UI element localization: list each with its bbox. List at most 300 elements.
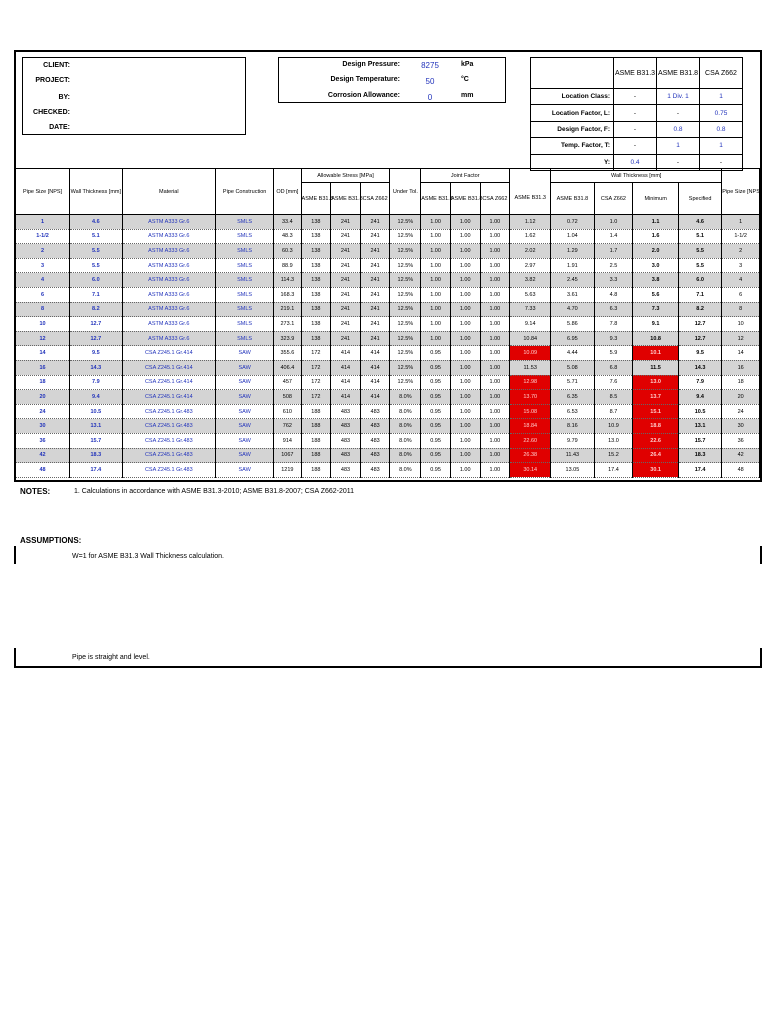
table-cell[interactable]: 2 (16, 244, 70, 259)
table-cell: 6.0 (678, 273, 721, 288)
table-cell[interactable]: SMLS (216, 273, 274, 288)
table-cell: 0.95 (421, 346, 451, 361)
table-cell[interactable]: ASTM A333 Gr.6 (122, 317, 216, 332)
table-cell: 355.6 (274, 346, 301, 361)
table-cell: 15.7 (678, 433, 721, 448)
table-cell: 18.3 (678, 448, 721, 463)
table-cell[interactable]: 14 (16, 346, 70, 361)
factor-value[interactable]: - (614, 138, 657, 154)
table-cell: 1.00 (450, 433, 480, 448)
table-cell: 414 (360, 360, 390, 375)
table-cell: 241 (360, 331, 390, 346)
table-cell: 1.00 (480, 244, 510, 259)
table-cell[interactable]: 10.5 (70, 404, 122, 419)
table-cell: 9.1 (633, 317, 679, 332)
table-cell: 1 (722, 215, 760, 230)
table-cell[interactable]: ASTM A333 Gr.6 (122, 229, 216, 244)
factor-row (531, 138, 743, 154)
table-cell: 188 (301, 463, 331, 478)
table-cell: 241 (360, 302, 390, 317)
table-cell: 483 (331, 404, 361, 419)
table-cell[interactable]: 36 (16, 433, 70, 448)
table-cell[interactable]: 30 (16, 419, 70, 434)
table-cell: 13.70 (510, 390, 551, 405)
table-cell: 13.0 (633, 375, 679, 390)
table-cell: 8.0% (390, 390, 421, 405)
table-cell[interactable]: CSA Z245.1 Gr.414 (122, 360, 216, 375)
factor-value[interactable]: 1 (700, 138, 743, 154)
table-cell[interactable]: SMLS (216, 317, 274, 332)
table-cell: 7.33 (510, 302, 551, 317)
table-cell: 188 (301, 419, 331, 434)
table-cell: 22.6 (633, 433, 679, 448)
table-cell: 483 (360, 448, 390, 463)
table-cell[interactable]: 15.7 (70, 433, 122, 448)
table-cell: 48.3 (274, 229, 301, 244)
table-cell: 3.8 (633, 273, 679, 288)
assumptions-left-border-bottom (14, 648, 16, 668)
table-cell: 1.91 (551, 258, 594, 273)
table-cell: 1.00 (480, 419, 510, 434)
table-cell: 1.00 (421, 317, 451, 332)
table-cell: 138 (301, 331, 331, 346)
table-cell: 138 (301, 258, 331, 273)
design-pressure-unit: kPa (461, 61, 474, 68)
assumptions-right-border-bottom (760, 648, 762, 668)
table-cell[interactable]: 18 (16, 375, 70, 390)
table-cell: 1.00 (450, 360, 480, 375)
table-cell: 172 (301, 346, 331, 361)
design-temperature-value[interactable]: 50 (425, 77, 435, 86)
table-cell: 168.3 (274, 287, 301, 302)
table-cell[interactable]: ASTM A333 Gr.6 (122, 287, 216, 302)
table-cell: 1.00 (450, 346, 480, 361)
table-cell[interactable]: SMLS (216, 229, 274, 244)
table-cell: 0.95 (421, 463, 451, 478)
table-cell: 7.6 (594, 375, 633, 390)
table-cell[interactable]: 12.7 (70, 331, 122, 346)
table-cell: 1-1/2 (722, 229, 760, 244)
corrosion-allowance-unit: mm (461, 92, 474, 99)
table-cell: 30.14 (510, 463, 551, 478)
table-cell: 0.95 (421, 448, 451, 463)
table-cell[interactable]: SAW (216, 360, 274, 375)
factor-label: Y: (531, 154, 614, 170)
table-cell: 17.4 (594, 463, 633, 478)
factor-value[interactable]: - (657, 154, 700, 170)
table-cell: 18 (722, 375, 760, 390)
table-cell: 414 (331, 360, 361, 375)
table-cell[interactable]: ASTM A333 Gr.6 (122, 258, 216, 273)
table-row (16, 463, 760, 478)
pipe-table (16, 168, 760, 478)
table-cell[interactable]: SMLS (216, 287, 274, 302)
factor-header-b313: ASME B31.3 (614, 58, 657, 89)
corrosion-allowance-value[interactable]: 0 (427, 93, 433, 102)
table-cell[interactable]: 9.5 (70, 346, 122, 361)
table-cell: 1.00 (480, 433, 510, 448)
table-cell[interactable]: SMLS (216, 331, 274, 346)
table-cell[interactable]: SAW (216, 433, 274, 448)
table-cell: 414 (360, 375, 390, 390)
table-cell: 1.00 (450, 215, 480, 230)
factor-row (531, 105, 743, 121)
table-cell: 1.00 (421, 302, 451, 317)
table-cell[interactable]: 8 (16, 302, 70, 317)
assumptions-bottom-border (14, 666, 762, 668)
table-cell[interactable]: 1 (16, 215, 70, 230)
table-cell: 10.8 (633, 331, 679, 346)
table-cell: 1.00 (450, 244, 480, 259)
table-cell: 12.5% (390, 360, 421, 375)
assumptions-left-border-top (14, 546, 16, 564)
table-cell: 5.1 (678, 229, 721, 244)
table-cell[interactable]: ASTM A333 Gr.6 (122, 244, 216, 259)
table-cell: 4.6 (678, 215, 721, 230)
table-cell: 1.00 (480, 302, 510, 317)
table-cell: 12.5% (390, 331, 421, 346)
assumptions-title: ASSUMPTIONS: (20, 536, 82, 545)
table-cell: 4.70 (551, 302, 594, 317)
table-cell: 241 (360, 317, 390, 332)
table-cell[interactable]: 16 (16, 360, 70, 375)
table-cell: 2.45 (551, 273, 594, 288)
th-wt-b318: ASME B31.8 (551, 183, 594, 215)
table-cell[interactable]: SAW (216, 375, 274, 390)
table-cell: 12.5% (390, 375, 421, 390)
table-cell: 30.1 (633, 463, 679, 478)
th-material: Material (122, 169, 216, 215)
table-cell[interactable]: 18.3 (70, 448, 122, 463)
table-cell: 188 (301, 433, 331, 448)
factor-value[interactable]: 0.8 (657, 121, 700, 137)
table-row (16, 360, 760, 375)
factor-value[interactable]: - (614, 121, 657, 137)
table-cell: 241 (360, 215, 390, 230)
corrosion-allowance-label: Corrosion Allowance: (327, 92, 400, 99)
table-cell[interactable]: SAW (216, 419, 274, 434)
table-cell[interactable]: 24 (16, 404, 70, 419)
table-cell: 4 (722, 273, 760, 288)
table-cell: 1.00 (480, 215, 510, 230)
table-cell[interactable]: CSA Z245.1 Gr.483 (122, 433, 216, 448)
table-cell[interactable]: 3 (16, 258, 70, 273)
th-joint-factor-group: Joint Factor (421, 169, 510, 183)
table-cell: 2.97 (510, 258, 551, 273)
table-cell: 12.7 (678, 317, 721, 332)
table-cell: 12.5% (390, 287, 421, 302)
table-cell: 483 (360, 463, 390, 478)
table-cell: 11.5 (633, 360, 679, 375)
table-cell[interactable]: SAW (216, 463, 274, 478)
table-cell: 1.00 (421, 258, 451, 273)
table-cell[interactable]: 42 (16, 448, 70, 463)
table-cell: 1.6 (633, 229, 679, 244)
table-cell: 138 (301, 287, 331, 302)
th-jf-b318: ASME B31.8 (450, 183, 480, 215)
table-cell: 414 (331, 375, 361, 390)
table-cell: 188 (301, 448, 331, 463)
table-cell: 18.8 (633, 419, 679, 434)
table-cell: 508 (274, 390, 301, 405)
table-cell[interactable]: CSA Z245.1 Gr.483 (122, 419, 216, 434)
table-cell[interactable]: ASTM A333 Gr.6 (122, 331, 216, 346)
table-cell: 2.5 (594, 258, 633, 273)
table-cell[interactable]: 5.5 (70, 258, 122, 273)
table-cell[interactable]: CSA Z245.1 Gr.483 (122, 463, 216, 478)
table-cell: 1.00 (450, 287, 480, 302)
table-cell: 13.05 (551, 463, 594, 478)
table-cell: 12 (722, 331, 760, 346)
table-cell: 1.0 (594, 215, 633, 230)
table-cell: 1.00 (480, 375, 510, 390)
table-cell: 138 (301, 302, 331, 317)
table-cell: 114.3 (274, 273, 301, 288)
table-cell[interactable]: 13.1 (70, 419, 122, 434)
factor-label: Location Factor, L: (531, 105, 614, 121)
design-temperature-label: Design Temperature: (330, 76, 400, 83)
table-cell[interactable]: CSA Z245.1 Gr.414 (122, 375, 216, 390)
table-cell[interactable]: SAW (216, 390, 274, 405)
table-cell: 1.00 (480, 287, 510, 302)
table-cell: 1.00 (480, 346, 510, 361)
notes-text: 1. Calculations in accordance with ASME B31.3-2010; ASME B31.8-2007; CSA Z662-2011 (74, 488, 355, 495)
table-cell: 241 (331, 244, 361, 259)
factor-header-b318: ASME B31.8 (657, 58, 700, 89)
table-cell: 10.84 (510, 331, 551, 346)
table-cell: 1.00 (421, 229, 451, 244)
table-cell[interactable]: SAW (216, 404, 274, 419)
table-cell: 241 (331, 258, 361, 273)
table-cell: 12.98 (510, 375, 551, 390)
table-cell: 241 (331, 302, 361, 317)
table-cell[interactable]: SAW (216, 448, 274, 463)
table-cell: 483 (331, 433, 361, 448)
table-cell: 10.9 (594, 419, 633, 434)
table-cell: 11.43 (551, 448, 594, 463)
table-cell: 12.7 (678, 331, 721, 346)
table-cell: 5.71 (551, 375, 594, 390)
th-wall-thickness: Wall Thickness [mm] (70, 169, 122, 215)
table-cell: 241 (360, 229, 390, 244)
table-cell: 1.00 (480, 448, 510, 463)
table-cell: 30 (722, 419, 760, 434)
table-cell: 1.00 (480, 258, 510, 273)
table-cell: 18.84 (510, 419, 551, 434)
table-cell: 2.02 (510, 244, 551, 259)
table-cell: 11.53 (510, 360, 551, 375)
table-cell: 1.00 (450, 273, 480, 288)
table-row (16, 433, 760, 448)
table-cell: 8.0% (390, 463, 421, 478)
table-cell: 414 (360, 346, 390, 361)
table-cell: 0.95 (421, 390, 451, 405)
factor-value[interactable]: 1 (657, 138, 700, 154)
table-cell[interactable]: 6 (16, 287, 70, 302)
table-cell: 5.5 (678, 258, 721, 273)
table-cell[interactable]: ASTM A333 Gr.6 (122, 215, 216, 230)
table-cell: 172 (301, 375, 331, 390)
factor-row (531, 121, 743, 137)
table-cell[interactable]: ASTM A333 Gr.6 (122, 302, 216, 317)
table-cell[interactable]: SMLS (216, 244, 274, 259)
design-pressure-label: Design Pressure: (342, 61, 400, 68)
table-cell: 8.16 (551, 419, 594, 434)
table-cell[interactable]: 6.0 (70, 273, 122, 288)
table-cell: 610 (274, 404, 301, 419)
factor-label: Temp. Factor, T: (531, 138, 614, 154)
table-cell[interactable]: 7.1 (70, 287, 122, 302)
factor-value[interactable]: - (614, 105, 657, 121)
table-cell[interactable]: 17.4 (70, 463, 122, 478)
table-cell: 24 (722, 404, 760, 419)
table-cell[interactable]: 9.4 (70, 390, 122, 405)
table-row (16, 375, 760, 390)
table-cell: 241 (331, 229, 361, 244)
table-cell: 414 (331, 346, 361, 361)
table-cell: 1.00 (450, 258, 480, 273)
table-cell[interactable]: 5.1 (70, 229, 122, 244)
table-cell: 26.38 (510, 448, 551, 463)
table-cell: 1.00 (421, 331, 451, 346)
factor-value[interactable]: 1 Div. 1 (657, 89, 700, 105)
table-cell: 3.0 (633, 258, 679, 273)
table-cell: 5.9 (594, 346, 633, 361)
table-cell: 15.08 (510, 404, 551, 419)
table-cell: 9.14 (510, 317, 551, 332)
table-cell[interactable]: 10 (16, 317, 70, 332)
table-row (16, 215, 760, 230)
table-cell: 1.00 (450, 404, 480, 419)
table-cell: 1.00 (450, 302, 480, 317)
table-cell: 406.4 (274, 360, 301, 375)
table-cell: 12.5% (390, 346, 421, 361)
factor-value[interactable]: 0.8 (700, 121, 743, 137)
table-cell: 241 (331, 287, 361, 302)
factor-row (531, 89, 743, 105)
table-row (16, 404, 760, 419)
table-cell: 1.00 (480, 404, 510, 419)
table-cell: 1.12 (510, 215, 551, 230)
table-cell: 3 (722, 258, 760, 273)
table-cell[interactable]: CSA Z245.1 Gr.483 (122, 404, 216, 419)
table-cell: 4.44 (551, 346, 594, 361)
table-cell: 1.00 (450, 419, 480, 434)
table-cell: 414 (331, 390, 361, 405)
table-cell: 1.00 (480, 360, 510, 375)
table-cell[interactable]: CSA Z245.1 Gr.414 (122, 346, 216, 361)
table-cell[interactable]: SMLS (216, 215, 274, 230)
table-cell: 1.00 (480, 331, 510, 346)
table-cell: 12.5% (390, 258, 421, 273)
table-cell[interactable]: 4.6 (70, 215, 122, 230)
factor-value[interactable]: - (614, 89, 657, 105)
table-cell: 17.4 (678, 463, 721, 478)
table-cell[interactable]: 12 (16, 331, 70, 346)
table-row (16, 229, 760, 244)
table-cell: 8 (722, 302, 760, 317)
client-label: CLIENT: (43, 62, 70, 69)
table-cell: 483 (360, 419, 390, 434)
table-cell: 12.5% (390, 244, 421, 259)
table-cell[interactable]: 8.2 (70, 302, 122, 317)
date-label: DATE: (49, 124, 70, 131)
table-cell: 7.9 (678, 375, 721, 390)
table-cell: 6.3 (594, 302, 633, 317)
factor-value[interactable]: 1 (700, 89, 743, 105)
table-cell[interactable]: SMLS (216, 302, 274, 317)
factor-header-z662: CSA Z662 (700, 58, 743, 89)
th-wt-b313: ASME B31.3 (510, 183, 551, 215)
table-cell: 36 (722, 433, 760, 448)
table-cell: 0.95 (421, 360, 451, 375)
factor-value[interactable]: 0.4 (614, 154, 657, 170)
table-cell: 88.9 (274, 258, 301, 273)
table-cell: 1.00 (450, 331, 480, 346)
table-cell: 483 (360, 433, 390, 448)
table-cell: 12.5% (390, 302, 421, 317)
factor-value[interactable]: - (700, 154, 743, 170)
table-cell: 0.95 (421, 375, 451, 390)
table-cell[interactable]: 5.5 (70, 244, 122, 259)
table-cell: 1.7 (594, 244, 633, 259)
table-cell[interactable]: SAW (216, 346, 274, 361)
table-cell: 12.5% (390, 215, 421, 230)
th-jf-z662: CSA Z662 (480, 183, 510, 215)
table-cell[interactable]: 1-1/2 (16, 229, 70, 244)
table-cell: 8.7 (594, 404, 633, 419)
factor-value[interactable]: 0.75 (700, 105, 743, 121)
table-cell: 5.6 (633, 287, 679, 302)
table-cell: 14 (722, 346, 760, 361)
factor-value[interactable]: - (657, 105, 700, 121)
table-row (16, 302, 760, 317)
th-pipe-size-right: Pipe Size [NPS] (722, 169, 760, 215)
table-cell[interactable]: 20 (16, 390, 70, 405)
table-cell[interactable]: CSA Z245.1 Gr.414 (122, 390, 216, 405)
table-cell: 12.5% (390, 317, 421, 332)
table-cell[interactable]: 14.3 (70, 360, 122, 375)
table-cell: 2 (722, 244, 760, 259)
table-cell[interactable]: 4 (16, 273, 70, 288)
table-cell: 16 (722, 360, 760, 375)
table-cell[interactable]: ASTM A333 Gr.6 (122, 273, 216, 288)
table-cell: 3.61 (551, 287, 594, 302)
table-cell[interactable]: SMLS (216, 258, 274, 273)
table-cell: 1067 (274, 448, 301, 463)
table-cell: 5.63 (510, 287, 551, 302)
table-cell: 3.82 (510, 273, 551, 288)
design-pressure-value[interactable]: 8275 (421, 61, 439, 70)
table-cell[interactable]: CSA Z245.1 Gr.483 (122, 448, 216, 463)
table-cell[interactable]: 12.7 (70, 317, 122, 332)
table-cell: 241 (331, 317, 361, 332)
table-cell: 138 (301, 273, 331, 288)
table-row (16, 331, 760, 346)
table-cell[interactable]: 48 (16, 463, 70, 478)
table-cell: 9.79 (551, 433, 594, 448)
table-cell: 20 (722, 390, 760, 405)
table-cell: 1.00 (421, 287, 451, 302)
th-pipe-size: Pipe Size [NPS] (16, 169, 70, 215)
table-cell: 1.00 (450, 229, 480, 244)
table-cell: 323.9 (274, 331, 301, 346)
table-cell[interactable]: 7.9 (70, 375, 122, 390)
table-cell: 414 (360, 390, 390, 405)
table-cell: 1.00 (421, 273, 451, 288)
table-row (16, 317, 760, 332)
table-cell: 5.5 (678, 244, 721, 259)
